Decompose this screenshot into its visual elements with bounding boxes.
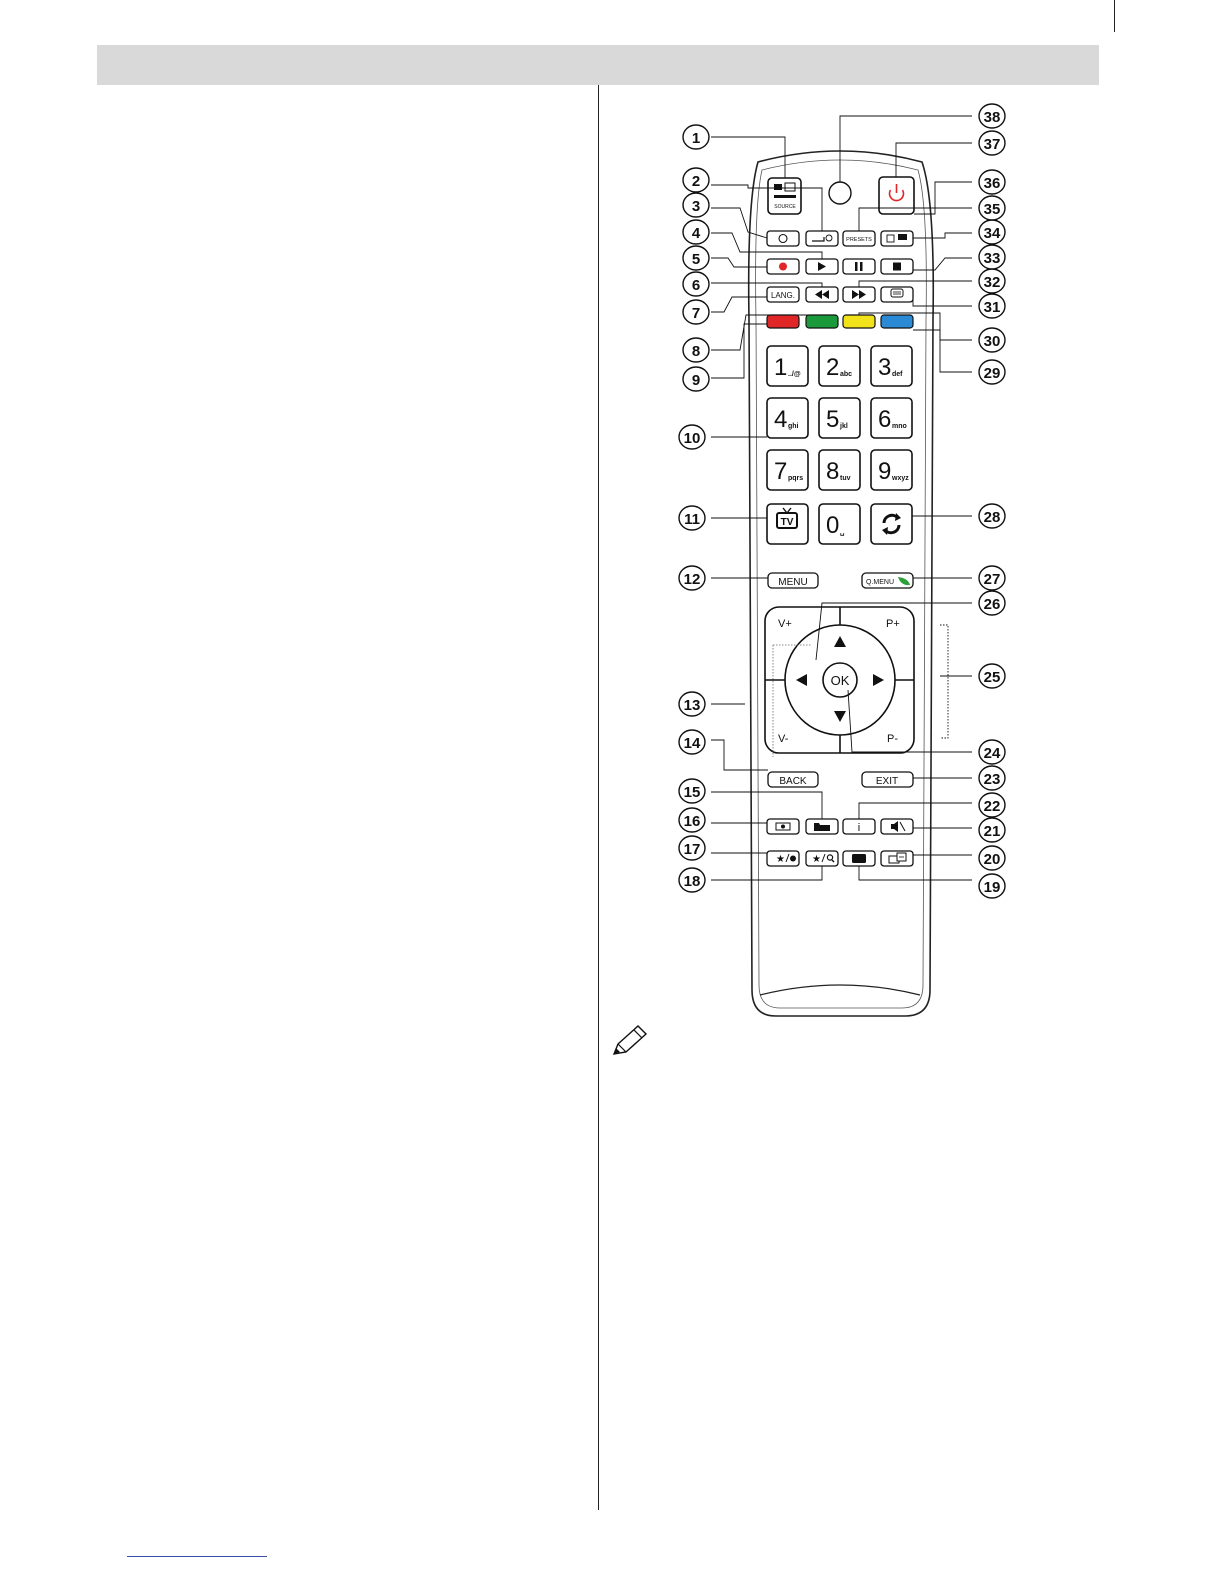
back-label: BACK [779,776,807,787]
callout-number: 14 [683,735,701,752]
callout-34 [979,220,1005,244]
key-letters: tuv [840,475,851,482]
favourite-search-button[interactable] [806,851,838,866]
rewind-button[interactable] [806,287,838,302]
exit-button[interactable] [862,772,913,787]
red-button[interactable] [767,315,799,328]
callout-number: 1 [691,130,701,147]
lang-label: LANG. [770,291,796,300]
stop-button[interactable] [881,259,913,274]
star-icon: ★ [812,854,821,865]
key-digit: 5 [826,406,840,433]
top-rule [1114,0,1115,32]
subtitle-button[interactable] [881,287,913,302]
callout-number: 10 [683,430,701,447]
callout-9 [683,367,709,391]
program-up-label: P+ [886,618,900,630]
callout-number: 8 [691,343,701,360]
source-label: SOURCE [774,204,796,210]
exit-label: EXIT [875,776,899,787]
number-key-7[interactable] [767,450,808,490]
callout-number: 12 [683,571,701,588]
key-digit: 2 [826,354,840,381]
callout-number: 38 [983,109,1001,126]
callout-number: 31 [983,299,1001,316]
callout-number: 25 [983,669,1001,686]
callout-number: 24 [983,745,1001,762]
callout-number: 36 [983,175,1001,192]
callout-number: 37 [983,136,1001,153]
callout-number: 33 [983,250,1001,267]
key-digit: 3 [878,354,892,381]
info-button[interactable] [843,819,875,834]
callout-1 [683,125,709,149]
callout-number: 4 [691,225,701,242]
star-icon: ★ [776,854,785,865]
callout-25 [979,664,1005,688]
callout-5 [683,246,709,270]
callout-number: 30 [983,333,1001,350]
callout-number: 27 [983,571,1001,588]
callout-30 [979,328,1005,352]
key-letters: pqrs [788,475,804,482]
callout-20 [979,846,1005,870]
presets-label: PRESETS [846,237,872,243]
callout-22 [979,793,1005,817]
key-digit: 9 [878,458,892,485]
callout-36 [979,170,1005,194]
key-letters: ␣ [840,529,845,536]
callout-23 [979,766,1005,790]
callout-27 [979,566,1005,590]
ok-label: OK [830,673,850,688]
remote-control-diagram [600,90,1020,1090]
callout-32 [979,269,1005,293]
callout-12 [679,566,705,590]
picture-format-button[interactable] [881,231,913,246]
text-teletext-button[interactable] [881,851,913,866]
callout-3 [683,193,709,217]
callout-number: 6 [691,277,701,294]
callout-number: 35 [983,201,1001,218]
qmenu-button[interactable] [862,573,913,588]
stop-icon [893,263,901,271]
record-icon [779,263,787,271]
pause-button[interactable] [843,259,875,274]
callout-4 [683,220,709,244]
menu-button[interactable] [768,573,818,588]
favourite-mode-button[interactable] [767,851,799,866]
media-browser-button[interactable] [806,819,838,834]
callout-number: 5 [691,251,701,268]
callout-29 [979,360,1005,384]
callout-37 [979,131,1005,155]
key-digit: 1 [774,354,788,381]
key-letters: def [892,371,903,378]
presets-button[interactable] [843,231,875,246]
key-digit: 7 [774,458,788,485]
callout-35 [979,196,1005,220]
program-down-label: P- [887,733,898,745]
number-key-0[interactable] [819,504,860,544]
callout-number: 15 [683,784,701,801]
callout-number: 23 [983,771,1001,788]
number-key-4[interactable] [767,398,808,438]
record-button[interactable] [767,259,799,274]
fast-forward-button[interactable] [843,287,875,302]
callout-38 [979,104,1005,128]
number-key-6[interactable] [871,398,912,438]
ok-button[interactable] [823,663,857,697]
callout-number: 16 [683,813,701,830]
key-letters: mno [892,423,907,430]
tv-button[interactable] [767,504,808,544]
qmenu-label: Q.MENU [866,579,894,586]
callout-number: 32 [983,274,1001,291]
callout-number: 7 [691,305,701,322]
callout-10 [679,425,705,449]
navigation-pad [765,607,914,757]
back-button[interactable] [768,772,818,787]
footer-rule [127,1556,267,1557]
key-letters: jkl [840,423,848,430]
ir-sensor [829,182,851,204]
callout-21 [979,818,1005,842]
number-key-8[interactable] [819,450,860,490]
callout-33 [979,245,1005,269]
swap-button[interactable] [871,504,912,544]
sleep-timer-button[interactable] [806,231,838,246]
screen-button[interactable] [767,231,799,246]
number-key-2[interactable] [819,346,860,386]
callout-26 [979,591,1005,615]
callout-number: 19 [983,879,1001,896]
callout-number: 20 [983,851,1001,868]
callout-6 [683,272,709,296]
callout-2 [683,168,709,192]
callout-number: 26 [983,596,1001,613]
callout-number: 18 [683,873,701,890]
key-digit: 4 [774,406,788,433]
callout-number: 3 [691,198,701,215]
epg-button[interactable] [843,851,875,866]
key-digit: 0 [826,512,840,539]
callout-17 [679,836,705,860]
callout-31 [979,294,1005,318]
number-key-1[interactable] [767,346,808,386]
pencil-note-icon [614,1026,646,1054]
blue-button[interactable] [881,315,913,328]
yellow-button[interactable] [843,315,875,328]
green-button[interactable] [806,315,838,328]
mute-button[interactable] [881,819,913,834]
key-digit: 6 [878,406,892,433]
callout-number: 34 [983,225,1001,242]
info-label: i [857,822,861,834]
callout-19 [979,874,1005,898]
callout-7 [683,300,709,324]
callout-number: 22 [983,798,1001,815]
tv-label: TV [780,517,794,528]
callout-24 [979,740,1005,764]
volume-down-label: V- [778,733,789,745]
lang-button[interactable] [767,287,799,302]
menu-label: MENU [778,577,808,588]
callout-number: 29 [983,365,1001,382]
volume-up-label: V+ [778,618,792,630]
callout-28 [979,504,1005,528]
key-letters: wxyz [892,475,909,482]
callout-14 [679,730,705,754]
callout-11 [679,506,705,530]
play-button[interactable] [806,259,838,274]
key-digit: 8 [826,458,840,485]
number-key-3[interactable] [871,346,912,386]
callout-number: 21 [983,823,1001,840]
callout-13 [679,692,705,716]
callout-number: 28 [983,509,1001,526]
key-letters: ghi [788,423,799,430]
callout-number: 2 [691,173,701,190]
callout-number: 11 [684,511,700,528]
callout-number: 17 [683,841,701,858]
callout-15 [679,779,705,803]
aspect-button[interactable] [767,819,799,834]
callout-number: 9 [691,372,701,389]
callout-8 [683,338,709,362]
page-header-bar [97,45,1099,85]
source-button[interactable] [768,178,801,214]
number-key-9[interactable] [871,450,912,490]
key-letters: ../@ [788,371,801,378]
callout-16 [679,808,705,832]
column-divider [598,85,599,1510]
key-letters: abc [840,371,853,378]
number-key-5[interactable] [819,398,860,438]
callout-18 [679,868,705,892]
callout-number: 13 [683,697,701,714]
